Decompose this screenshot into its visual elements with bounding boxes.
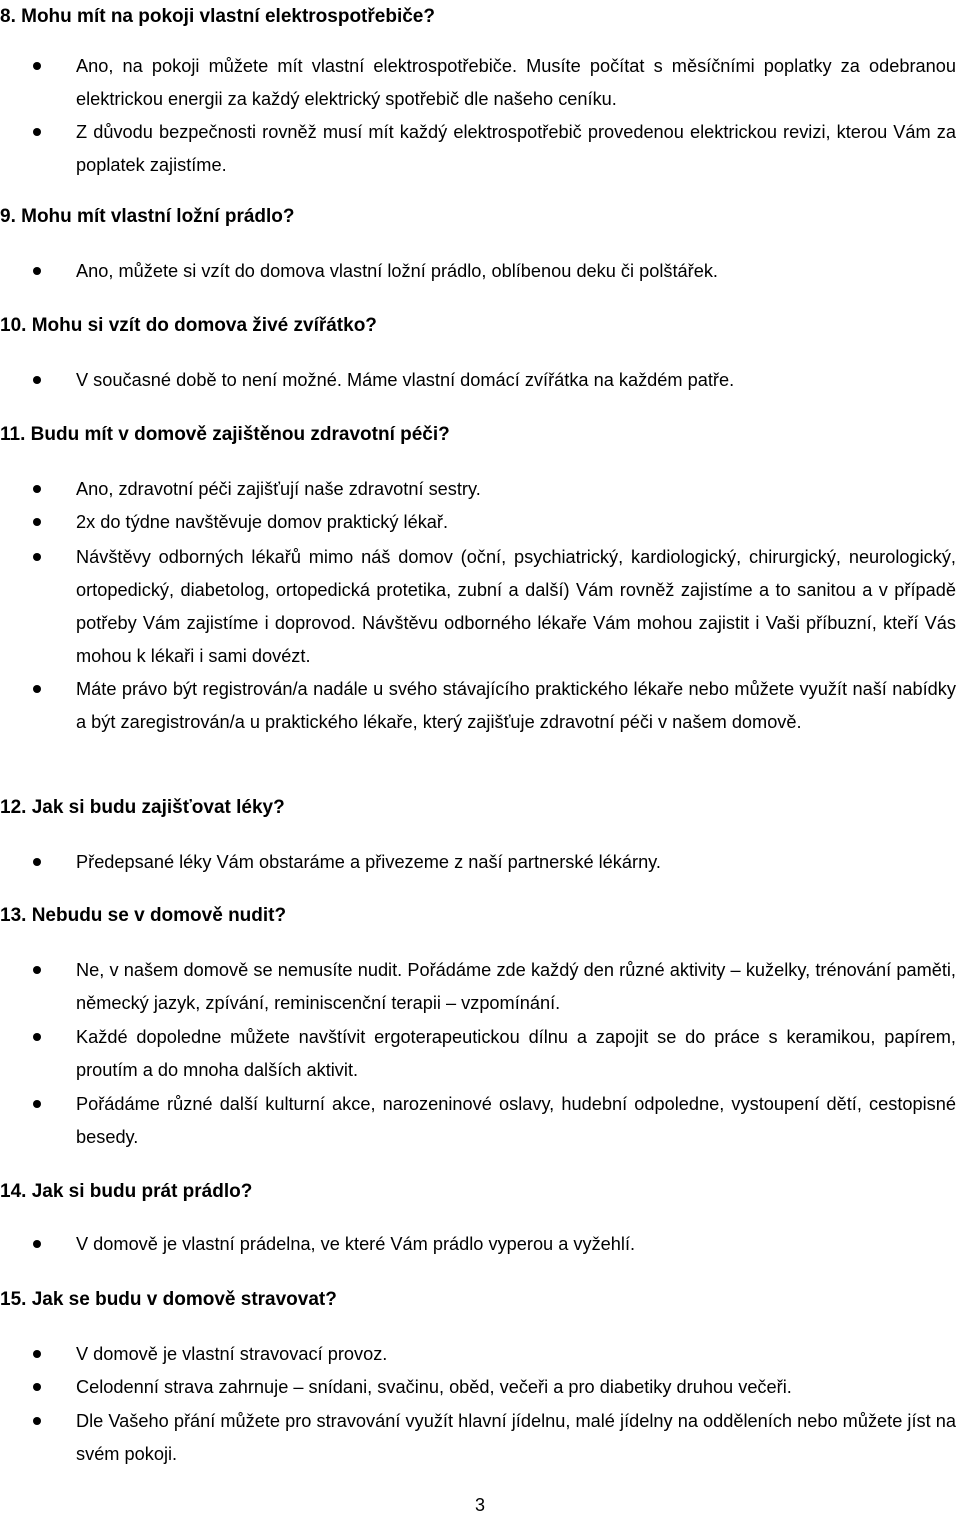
answer-text: Ano, můžete si vzít do domova vlastní ložní prádlo, oblíbenou deku či polštářek. [76, 261, 718, 281]
bullet-icon [33, 1417, 41, 1425]
question-heading-15: 15. Jak se budu v domově stravovat? [0, 1289, 337, 1310]
answer-text: Máte právo být registrován/a nadále u svého stávajícího praktického lékaře nebo můžete využít naší nabídky a být zaregistrován/a u praktického lékaře, který zajišťuje zdravotní péči v našem domově. [76, 679, 956, 732]
answer-text: V současné době to není možné. Máme vlastní domácí zvířátka na každém patře. [76, 370, 735, 390]
answer-text: Pořádáme různé další kulturní akce, narozeninové oslavy, hudební odpoledne, vystoupení dětí, cestopisné besedy. [76, 1094, 956, 1147]
bullet-icon [33, 1033, 41, 1041]
question-heading-13: 13. Nebudu se v domově nudit? [0, 905, 287, 926]
bullet-icon [33, 858, 41, 866]
question-heading-10: 10. Mohu si vzít do domova živé zvířátko? [0, 315, 377, 336]
answer-text: Dle Vašeho přání můžete pro stravování využít hlavní jídelnu, malé jídelny na odděleních nebo můžete jíst na svém pokoji. [76, 1411, 956, 1464]
answer-text: Ano, na pokoji můžete mít vlastní elektrospotřebiče. Musíte počítat s měsíčními poplatky za odebranou elektrickou energii za každý elektrický spotřebič dle našeho ceníku. [76, 56, 956, 109]
bullet-icon [33, 1383, 41, 1391]
question-heading-11: 11. Budu mít v domově zajištěnou zdravotní péči? [0, 424, 450, 445]
bullet-icon [33, 553, 41, 561]
question-heading-9: 9. Mohu mít vlastní ložní prádlo? [0, 206, 295, 227]
answer-text: Ano, zdravotní péči zajišťují naše zdravotní sestry. [76, 479, 481, 499]
page-number: 3 [474, 1495, 485, 1515]
answer-text: Ne, v našem domově se nemusíte nudit. Pořádáme zde každý den různé aktivity – kuželky, trénování paměti, německý jazyk, zpívání, reminiscenční terapii – vzpomínání. [76, 960, 956, 1013]
question-heading-14: 14. Jak si budu prát prádlo? [0, 1181, 253, 1202]
answer-text: V domově je vlastní stravovací provoz. [76, 1344, 388, 1364]
question-heading-12: 12. Jak si budu zajišťovat léky? [0, 797, 285, 818]
bullet-icon [33, 485, 41, 493]
answer-text: Předepsané léky Vám obstaráme a přivezeme z naší partnerské lékárny. [76, 852, 661, 872]
answer-text: Celodenní strava zahrnuje – snídani, svačinu, oběd, večeři a pro diabetiky druhou večeři. [76, 1377, 792, 1397]
bullet-icon [33, 128, 41, 136]
bullet-icon [33, 966, 41, 974]
bullet-icon [33, 1100, 41, 1108]
answer-text: 2x do týdne navštěvuje domov praktický lékař. [76, 512, 449, 532]
answer-text: Návštěvy odborných lékařů mimo náš domov (oční, psychiatrický, kardiologický, chirurgický, neurologický, ortopedický, diabetolog, ortopedická protetika, zubní a další) Vám rovněž zajistíme a to sanitou a v případě potřeby Vám zajistíme i doprovod. Návštěvu odborného lékaře Vám mohou zajistit i Vaši příbuzní, kteří Vás mohou k lékaři i sami dovézt. [76, 547, 956, 666]
answer-text: V domově je vlastní prádelna, ve které Vám prádlo vyperou a vyžehlí. [76, 1234, 636, 1254]
answer-text: Z důvodu bezpečnosti rovněž musí mít každý elektrospotřebič provedenou elektrickou revizi, kterou Vám za poplatek zajistíme. [76, 122, 956, 175]
bullet-icon [33, 62, 41, 70]
bullet-icon [33, 376, 41, 384]
bullet-icon [33, 1240, 41, 1248]
answer-text: Každé dopoledne můžete navštívit ergoterapeutickou dílnu a zapojit se do práce s keramikou, papírem, proutím a do mnoha dalších aktivit. [76, 1027, 956, 1080]
bullet-icon [33, 685, 41, 693]
bullet-icon [33, 1350, 41, 1358]
question-heading-8: 8. Mohu mít na pokoji vlastní elektrospotřebiče? [0, 6, 435, 27]
bullet-icon [33, 267, 41, 275]
bullet-icon [33, 518, 41, 526]
